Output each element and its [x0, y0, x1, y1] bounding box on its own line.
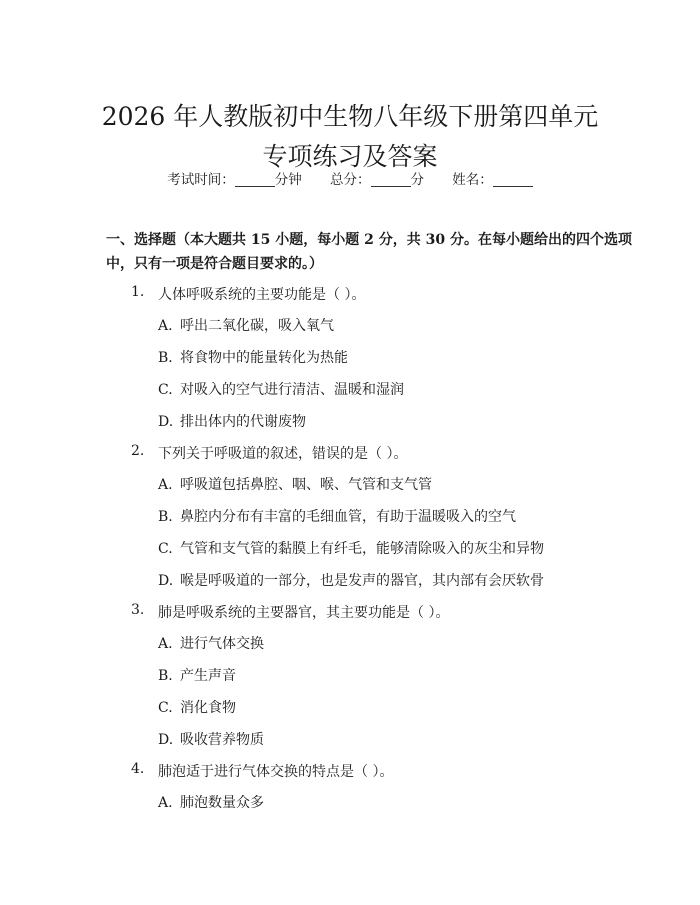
option-4a: [158, 792, 264, 812]
option-2d: [158, 570, 544, 590]
option-letter: D.: [158, 414, 174, 430]
option-2b: [158, 506, 516, 526]
question-number: 2.: [131, 443, 145, 459]
option-letter: A.: [158, 636, 173, 652]
option-text: 呼出二氧化碳，吸入氧气: [180, 318, 334, 334]
option-2c: [158, 538, 544, 558]
exam-info: [0, 168, 700, 188]
page-title: [0, 97, 700, 177]
question-stem: 肺泡适于进行气体交换的特点是（ ）。: [158, 764, 394, 780]
option-3a: [158, 633, 264, 653]
score-blank: [371, 172, 411, 187]
question-number: 3.: [131, 602, 145, 618]
option-letter: A.: [158, 477, 173, 493]
option-1a: [158, 315, 334, 335]
time-blank: [235, 172, 275, 187]
option-1d: [158, 411, 306, 431]
option-1c: [158, 379, 404, 399]
question-stem: 人体呼吸系统的主要功能是（ ）。: [158, 287, 366, 303]
option-letter: D.: [158, 573, 174, 589]
option-3c: [158, 697, 236, 717]
name-blank: [493, 172, 533, 187]
option-text: 产生声音: [180, 668, 236, 684]
option-text: 鼻腔内分布有丰富的毛细血管，有助于温暖吸入的空气: [180, 509, 516, 525]
option-text: 喉是呼吸道的一部分，也是发声的器官，其内部有会厌软骨: [180, 573, 544, 589]
title-line-1: 2026 年人教版初中生物八年级下册第四单元: [101, 101, 599, 131]
option-letter: C.: [158, 382, 173, 398]
option-letter: A.: [158, 318, 173, 334]
option-text: 呼吸道包括鼻腔、咽、喉、气管和支气管: [180, 477, 432, 493]
option-letter: C.: [158, 541, 173, 557]
time-label: 考试时间：: [167, 172, 235, 188]
option-text: 排出体内的代谢废物: [180, 414, 306, 430]
option-text: 对吸入的空气进行清洁、温暖和湿润: [180, 382, 404, 398]
name-label: 姓名：: [452, 172, 493, 188]
option-text: 消化食物: [180, 700, 236, 716]
title-line-2: 专项练习及答案: [262, 141, 438, 171]
option-3b: [158, 665, 236, 685]
question-number: 4.: [131, 761, 145, 777]
time-unit: 分钟: [274, 172, 302, 188]
exam-score: [330, 168, 424, 188]
option-text: 肺泡数量众多: [180, 795, 264, 811]
option-letter: B.: [158, 668, 173, 684]
question-stem: 下列关于呼吸道的叙述，错误的是（ ）。: [158, 446, 408, 462]
option-letter: C.: [158, 700, 173, 716]
option-1b: [158, 347, 348, 367]
option-text: 将食物中的能量转化为热能: [180, 350, 348, 366]
option-letter: B.: [158, 509, 173, 525]
option-2a: [158, 474, 432, 494]
exam-time: [167, 168, 302, 188]
exam-name: [452, 168, 533, 188]
option-text: 气管和支气管的黏膜上有纤毛，能够清除吸入的灰尘和异物: [180, 541, 544, 557]
question-stem: 肺是呼吸系统的主要器官，其主要功能是（ ）。: [158, 605, 450, 621]
option-3d: [158, 729, 264, 749]
section-heading: 一、选择题（本大题共 15 小题，每小题 2 分，共 30 分。在每小题给出的四个选项中，只有一项是符合题目要求的。）: [106, 232, 632, 272]
score-unit: 分: [410, 172, 424, 188]
question-number: 1.: [131, 284, 145, 300]
option-letter: B.: [158, 350, 173, 366]
option-letter: A.: [158, 795, 173, 811]
option-text: 进行气体交换: [180, 636, 264, 652]
option-letter: D.: [158, 732, 174, 748]
score-label: 总分：: [330, 172, 371, 188]
option-text: 吸收营养物质: [180, 732, 264, 748]
